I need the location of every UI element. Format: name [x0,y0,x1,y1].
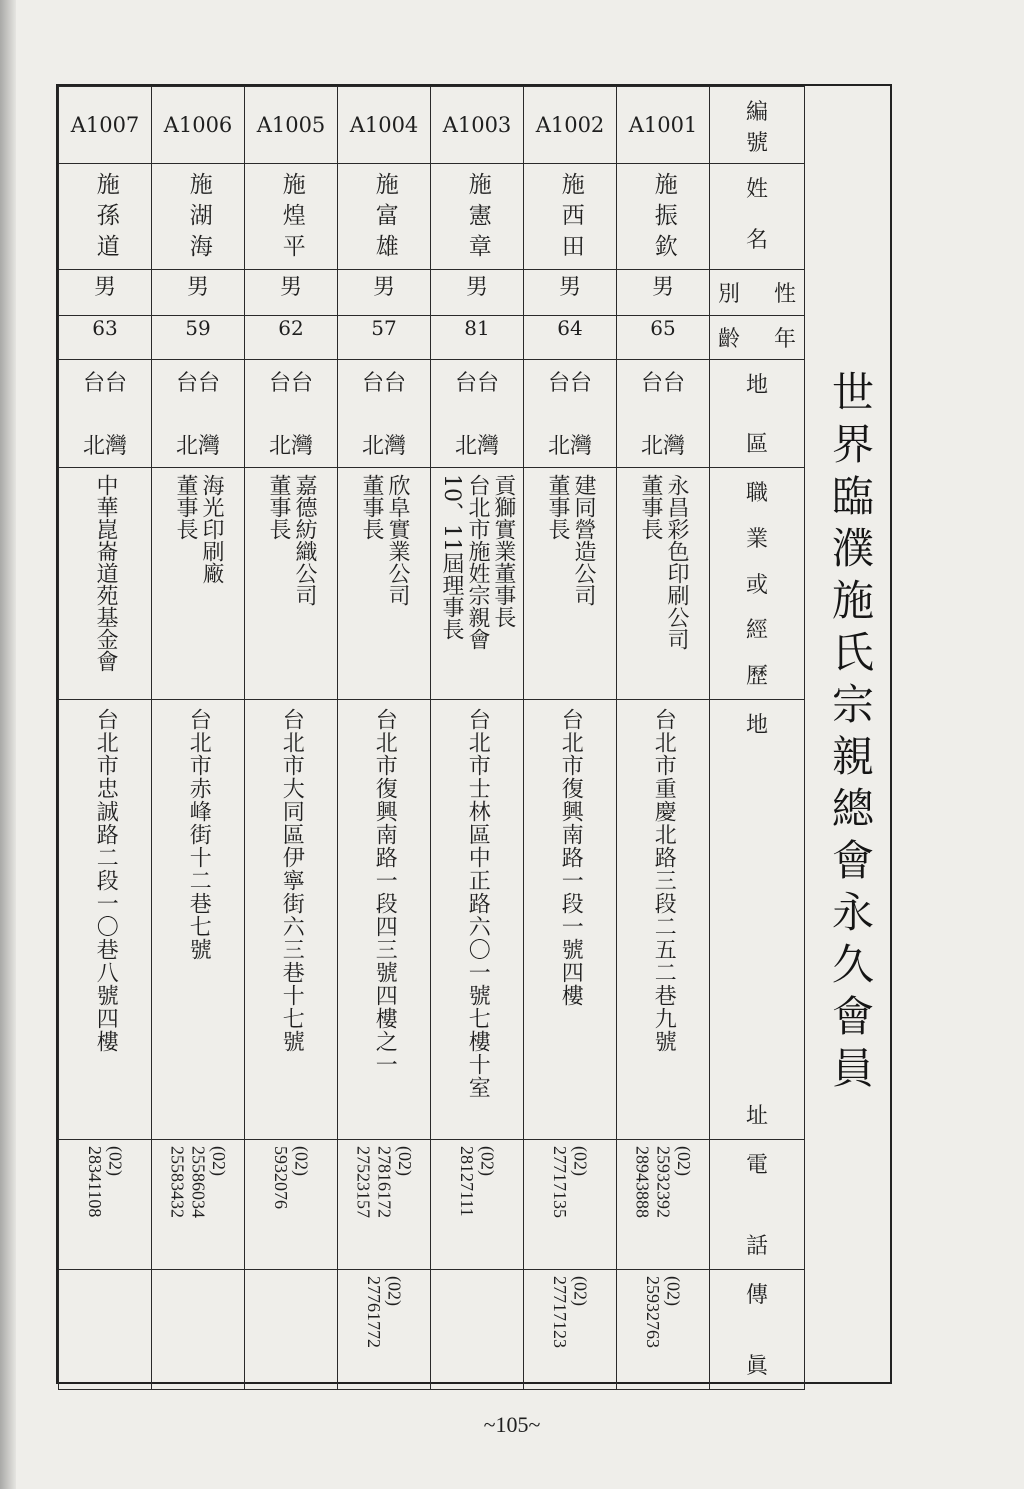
cell-tel [152,1140,245,1270]
member-address: 台北市重慶北路三段二五二巷九號 [651,708,677,1053]
header-age-label [710,316,804,359]
cell-job [431,468,524,700]
header-tel [710,1140,805,1270]
header-age [710,316,805,360]
member-phone: (02) 5932076 [271,1146,312,1209]
member-region-bottom: 北灣 [175,434,220,459]
header-fax-label [710,1270,804,1388]
member-occupation: 永昌彩色印刷公司 董事長 [638,474,689,650]
cell-tel [338,1140,431,1270]
member-region-top: 台台 [175,371,220,396]
cell-age [245,316,338,360]
header-char: 地 [745,373,768,398]
header-address-label [710,700,804,1138]
member-sex: 男 [93,275,116,300]
cell-age [431,316,524,360]
cell-sex [617,270,710,316]
cell-sex [338,270,431,316]
header-char: 區 [745,432,768,457]
cell-id [59,87,152,164]
cell-job [59,468,152,700]
member-occupation: 嘉德紡織公司 董事長 [266,474,317,606]
member-id: A1002 [535,113,605,137]
member-region-top: 台台 [82,371,127,396]
member-fax: (02) 27717123 [550,1276,591,1348]
member-region-bottom: 北灣 [454,434,499,459]
cell-sex [152,270,245,316]
cell-sex [524,270,617,316]
cell-fax [524,1270,617,1390]
cell-job [338,468,431,700]
member-region-top: 台台 [454,371,499,396]
header-char: 號 [745,131,768,156]
header-char: 編 [745,100,768,125]
member-region [524,360,616,460]
header-char: 年 [773,327,796,352]
header-char: 業 [745,526,768,552]
member-age: 62 [278,316,304,340]
cell-tel [59,1140,152,1270]
header-char: 齡 [718,327,741,352]
member-table [58,86,805,1390]
member-name: 施湖海 [185,172,212,265]
member-fax: (02) 27761772 [364,1276,405,1348]
cell-address [431,700,524,1140]
header-sex-label [710,270,804,315]
member-age: 81 [464,316,490,340]
header-char: 別 [718,282,741,307]
member-age: 59 [185,316,211,340]
member-region [338,360,430,460]
header-char: 性 [773,282,796,307]
member-sex: 男 [279,275,302,300]
header-sex [710,270,805,316]
page-number: ~105~ [483,1412,541,1437]
cell-region [617,360,710,468]
member-id: A1005 [256,113,326,137]
member-sex: 男 [558,275,581,300]
page-edge-shadow [0,0,16,1489]
member-region-bottom: 北灣 [547,434,592,459]
cell-region [152,360,245,468]
cell-fax [245,1270,338,1390]
header-region [710,360,805,468]
header-tel-label [710,1140,804,1268]
cell-job [152,468,245,700]
member-address: 台北市赤峰街十二巷七號 [186,708,212,961]
member-region-bottom: 北灣 [640,434,685,459]
member-address: 台北市復興南路一段四三號四樓之一 [372,708,398,1076]
header-char: 名 [745,228,768,253]
row-id [59,87,805,164]
member-name: 施孫道 [92,172,119,265]
member-sex: 男 [372,275,395,300]
cell-address [338,700,431,1140]
cell-name [59,164,152,270]
member-sex: 男 [186,275,209,300]
member-region [59,360,151,460]
member-region [245,360,337,460]
member-region-bottom: 北灣 [268,434,313,459]
header-char: 眞 [745,1354,768,1379]
member-region-top: 台台 [268,371,313,396]
cell-age [617,316,710,360]
member-id: A1003 [442,113,512,137]
member-address: 台北市大同區伊寧街六三巷十七號 [279,708,305,1053]
member-address: 台北市復興南路一段一號四樓 [558,708,584,1007]
row-age [59,316,805,360]
member-age: 65 [650,316,676,340]
cell-fax [617,1270,710,1390]
row-name [59,164,805,270]
cell-id [617,87,710,164]
cell-region [59,360,152,468]
header-job [710,468,805,700]
member-age: 57 [371,316,397,340]
cell-fax [431,1270,524,1390]
member-region-top: 台台 [547,371,592,396]
member-address: 台北市忠誠路二段一〇巷八號四樓 [93,708,119,1053]
member-id: A1004 [349,113,419,137]
header-char: 姓 [745,177,768,202]
cell-id [245,87,338,164]
header-name-label [710,164,804,262]
header-id-label [710,87,804,161]
cell-age [152,316,245,360]
member-occupation: 中華崑崙道苑基金會 [92,474,118,672]
member-id: A1006 [163,113,233,137]
cell-tel [245,1140,338,1270]
cell-address [524,700,617,1140]
cell-tel [617,1140,710,1270]
member-sex: 男 [465,275,488,300]
member-name: 施西田 [557,172,584,265]
header-char: 地 [745,713,768,738]
cell-address [245,700,338,1140]
header-char: 歷 [745,664,768,689]
cell-job [524,468,617,700]
cell-address [59,700,152,1140]
row-tel [59,1140,805,1270]
cell-address [152,700,245,1140]
member-fax: (02) 25932763 [643,1276,684,1348]
cell-region [431,360,524,468]
cell-name [431,164,524,270]
cell-fax [338,1270,431,1390]
member-sex: 男 [651,275,674,300]
member-region [617,360,709,460]
member-occupation: 欣阜實業公司 董事長 [359,474,410,606]
header-job-label [710,468,804,698]
header-char: 職 [745,481,768,506]
cell-id [338,87,431,164]
member-phone: (02) 27717135 [550,1146,591,1218]
member-id: A1001 [628,113,698,137]
member-phone: (02) 27816172 27523157 [353,1146,416,1218]
header-fax [710,1270,805,1390]
cell-region [524,360,617,468]
cell-id [524,87,617,164]
row-sex [59,270,805,316]
member-region-bottom: 北灣 [82,434,127,459]
member-region-bottom: 北灣 [361,434,406,459]
member-phone: (02) 28341108 [85,1146,126,1218]
cell-tel [431,1140,524,1270]
cell-region [245,360,338,468]
header-name [710,164,805,270]
header-id [710,87,805,164]
cell-fax [152,1270,245,1390]
cell-sex [245,270,338,316]
row-job [59,468,805,700]
member-age: 64 [557,316,583,340]
cell-name [245,164,338,270]
member-phone: (02) 25586034 25583432 [167,1146,230,1218]
cell-job [617,468,710,700]
member-address: 台北市士林區中正路六〇一號七樓十室 [465,708,491,1099]
cell-job [245,468,338,700]
header-char: 電 [745,1153,768,1178]
member-name: 施煌平 [278,172,305,265]
page-title-box [808,86,892,1382]
cell-id [431,87,524,164]
page-title: 世界臨濮施氏宗親總會永久會員 [826,370,875,1098]
member-phone: (02) 28127111 [457,1146,498,1217]
header-char: 話 [745,1234,768,1259]
cell-sex [59,270,152,316]
member-occupation: 建同營造公司 董事長 [545,474,596,606]
header-char: 或 [745,572,768,598]
header-char: 址 [745,1104,768,1129]
cell-region [338,360,431,468]
cell-address [617,700,710,1140]
member-age: 63 [92,316,118,340]
header-address [710,700,805,1140]
row-address [59,700,805,1140]
member-region [152,360,244,460]
cell-age [59,316,152,360]
member-phone: (02) 25932392 28943888 [632,1146,695,1218]
member-occupation: 海光印刷廠 董事長 [173,474,224,584]
cell-name [152,164,245,270]
member-name: 施富雄 [371,172,398,265]
cell-fax [59,1270,152,1390]
member-id: A1007 [70,113,140,137]
cell-age [524,316,617,360]
member-region-top: 台台 [361,371,406,396]
header-char: 傳 [745,1283,768,1308]
header-region-label [710,360,804,466]
row-fax [59,1270,805,1390]
member-name: 施振欽 [650,172,677,265]
header-char: 經 [745,618,768,644]
member-region [431,360,523,460]
cell-tel [524,1140,617,1270]
cell-name [338,164,431,270]
member-occupation: 貢獅實業董事長 台北市施姓宗親會 10、11屆理事長 [439,474,516,650]
member-region-top: 台台 [640,371,685,396]
cell-age [338,316,431,360]
row-region [59,360,805,468]
cell-name [524,164,617,270]
cell-name [617,164,710,270]
cell-id [152,87,245,164]
member-name: 施憲章 [464,172,491,265]
cell-sex [431,270,524,316]
